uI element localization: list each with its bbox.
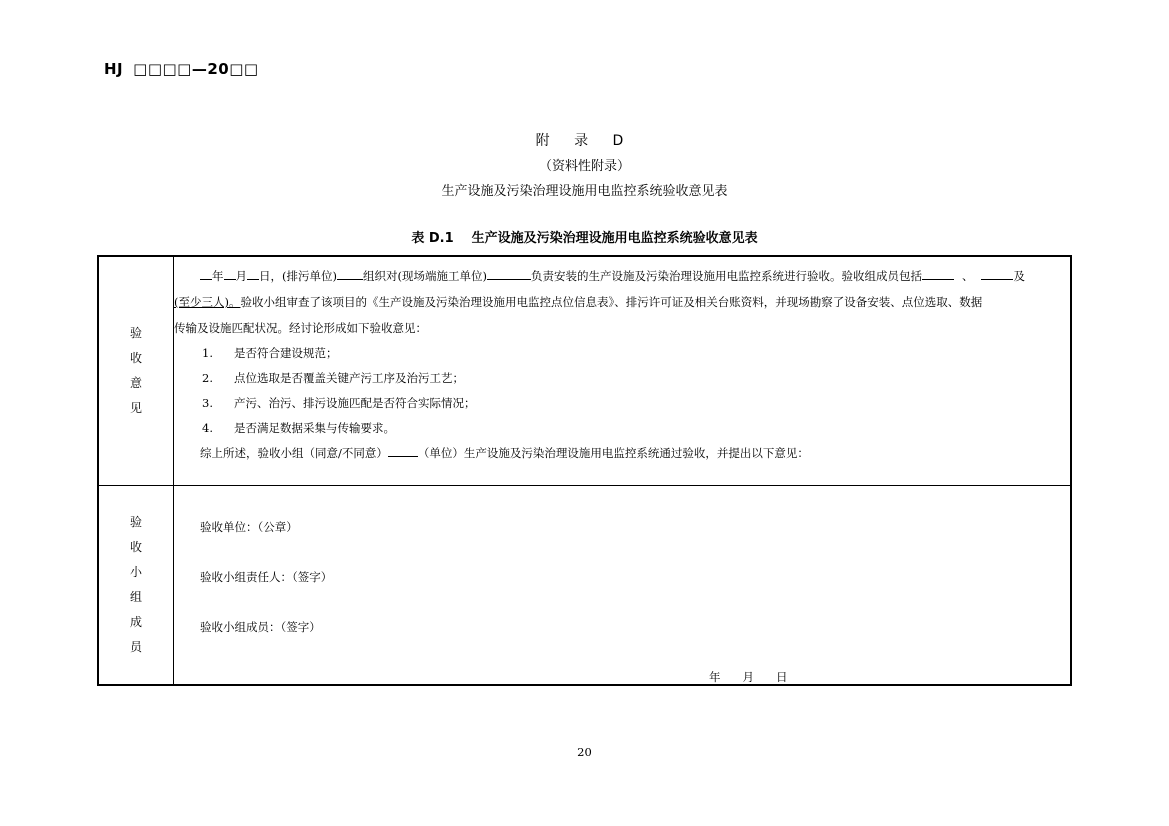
members-label-char: 小 (129, 565, 142, 579)
standard-code: HJ (104, 60, 124, 78)
appendix-title: 附 录 D (535, 133, 634, 149)
opinion-label-char: 意 (129, 376, 142, 390)
verdict-blank[interactable] (388, 445, 418, 457)
members-label-char: 成 (129, 615, 142, 629)
acceptance-form-table (97, 255, 1072, 686)
criterion-item: 1. 是否符合建设规范； (202, 346, 338, 360)
members-label-char: 组 (129, 590, 142, 604)
page-number: 20 (577, 745, 592, 759)
members-label-char: 收 (129, 540, 142, 554)
members-label-char: 员 (129, 640, 142, 654)
sign-date[interactable]: 年 月 日 (709, 670, 788, 684)
opinion-label (99, 257, 174, 485)
criterion-item: 2. 点位选取是否覆盖关键产污工序及治污工艺； (202, 371, 464, 385)
opinion-line-3: 传输及设施匹配状况。经讨论形成如下验收意见： (174, 321, 427, 335)
members-label (99, 486, 174, 684)
members-label-char: 验 (129, 515, 142, 529)
table-caption-number: 表 D.1 (411, 231, 454, 246)
contractor-blank[interactable] (487, 268, 531, 280)
criterion-item: 4. 是否满足数据采集与传输要求。 (202, 421, 395, 435)
member-blank-1[interactable] (922, 268, 954, 280)
day-blank[interactable] (247, 268, 259, 280)
opinion-content (174, 257, 1070, 485)
group-member-signature[interactable]: 验收小组成员：（签字） (200, 620, 321, 634)
standard-header (104, 60, 259, 78)
month-blank[interactable] (224, 268, 236, 280)
group-leader-signature[interactable]: 验收小组责任人：（签字） (200, 570, 333, 584)
table-caption (0, 227, 1169, 246)
acceptance-unit-seal[interactable]: 验收单位：（公章） (200, 520, 298, 534)
member-blank-2[interactable] (981, 268, 1013, 280)
table-caption-title: 生产设施及污染治理设施用电监控系统验收意见表 (471, 231, 758, 246)
appendix-name: 生产设施及污染治理设施用电监控系统验收意见表 (441, 184, 728, 199)
criterion-item: 3. 产污、治污、排污设施匹配是否符合实际情况； (202, 396, 476, 410)
opinion-label-char: 收 (129, 351, 142, 365)
appendix-subtitle: （资料性附录） (538, 159, 630, 174)
opinion-label-char: 验 (129, 326, 142, 340)
opinion-label-char: 见 (129, 401, 142, 415)
opinion-summary: 综上所述，验收小组（同意/不同意） （单位）生产设施及污染治理设施用电监控系统通过验收，并提出以下意见： (200, 446, 809, 460)
opinion-row (99, 257, 1070, 486)
opinion-line-1: 年 月 日，(排污单位) 组织对(现场端施工单位) 负责安装的生产设施及污染治理设施用电监控系统进行验收。验收组成员包括 、 及 (200, 268, 1025, 284)
year-blank[interactable] (200, 268, 212, 280)
members-content (174, 486, 1070, 684)
opinion-line-2: (至少三人)。验收小组审查了该项目的《生产设施及污染治理设施用电监控点位信息表》、排污许可证及相关台账资料，并现场勘察了设备安装、点位选取、数据 (174, 295, 983, 309)
polluter-unit-blank[interactable] (337, 268, 363, 280)
standard-number: □□□□—20□□ (133, 60, 259, 78)
members-row (99, 486, 1070, 684)
